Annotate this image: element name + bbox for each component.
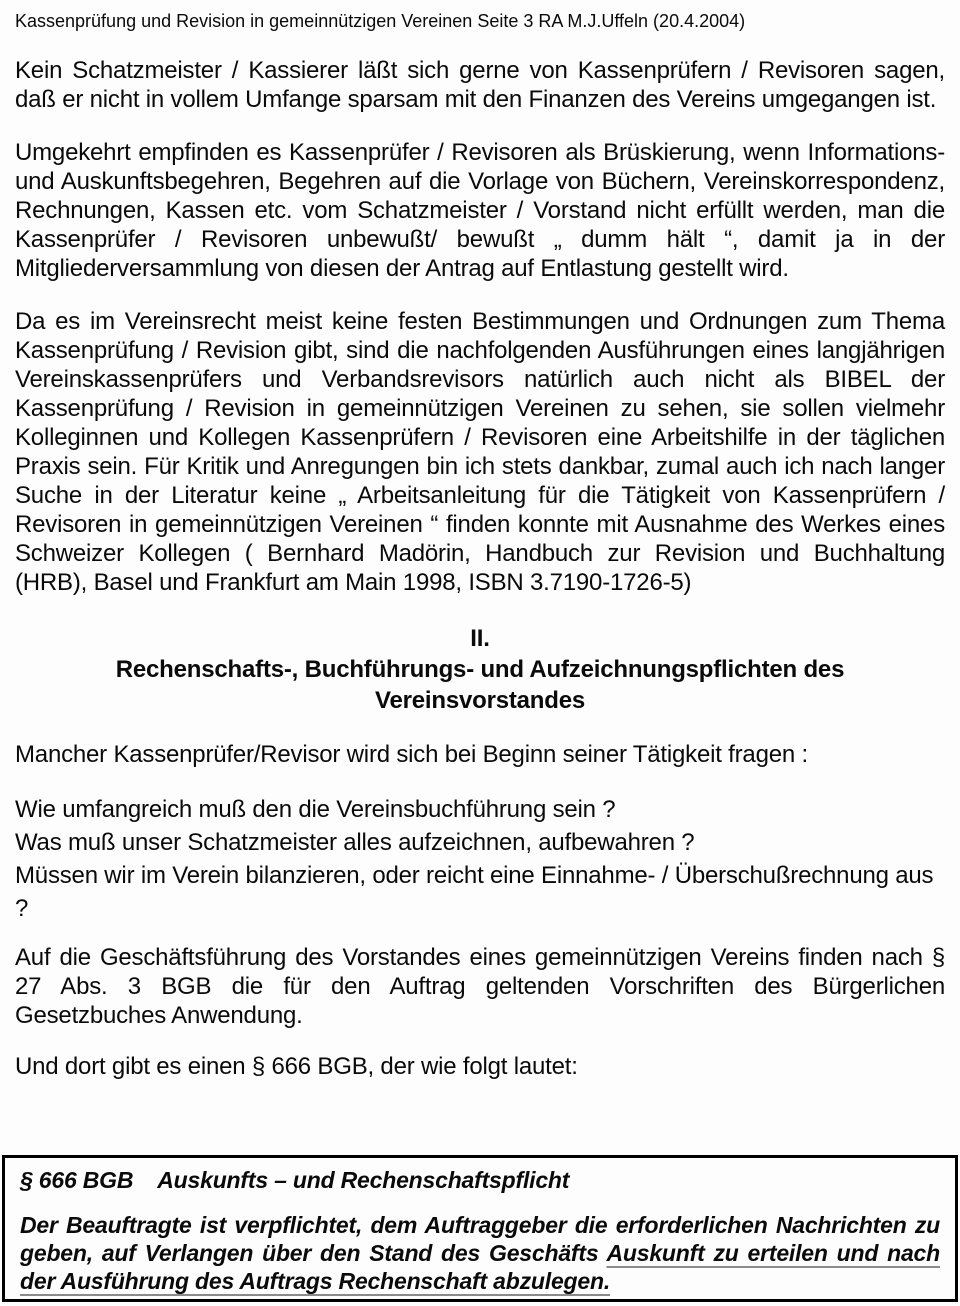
section-numeral: II. [470, 625, 490, 652]
section-heading [15, 623, 945, 716]
question-line-1: Wie umfangreich muß den die Vereinsbuchführung sein ? [15, 796, 616, 823]
bgb-lead-in: Und dort gibt es einen § 666 BGB, der wie folgt lautet: [15, 1053, 578, 1080]
law-title: Auskunfts – und Rechenschaftspflicht [157, 1167, 570, 1193]
law-body-start: Der Beauftragte ist verpflichtet, dem Auftraggeber die erforderlichen Nachrichten zu geben, auf Verlangen über den Stand des Geschäfts [20, 1212, 940, 1266]
intro-paragraph-1: Kein Schatzmeister / Kassierer läßt sich gerne von Kassenprüfern / Revisoren sagen, daß er nicht in vollem Umfange sparsam mit den Finanzen des Vereins umgegangen ist. [15, 57, 945, 113]
law-body [20, 1211, 940, 1295]
question-list [15, 793, 945, 925]
intro-paragraph-2: Umgekehrt empfinden es Kassenprüfer / Revisoren als Brüskierung, wenn Informations- und Auskunftsbegehren, Begehren auf die Vorlage von Büchern, Vereinskorrespondenz, Rechnungen, Kassen etc. vom Schatzmeister / Vorstand nicht erfüllt werden, man die Kassenprüfer / Revisoren unbewußt/ bewußt „ dumm hält “, damit ja in der Mitgliederversammlung von diesen der Antrag auf Entlastung gestellt wird. [15, 139, 945, 282]
page-header: Kassenprüfung und Revision in gemeinnützigen Vereinen Seite 3 RA M.J.Uffeln (20.4.2004) [15, 11, 746, 31]
question-line-2: Was muß unser Schatzmeister alles aufzeichnen, aufbewahren ? [15, 829, 695, 856]
bgb-paragraph: Auf die Geschäftsführung des Vorstandes eines gemeinnützigen Vereins finden nach § 27 Abs. 3 BGB die für den Auftrag geltenden Vorschriften des Bürgerlichen Gesetzbuches Anwendung. [15, 944, 945, 1029]
law-body-underlined-segment: Auskunft zu erteilen und nach der Ausführung des Auftrags Rechenschaft abzulegen. [20, 1240, 940, 1294]
section-title-line-1: Rechenschafts-, Buchführungs- und Aufzeichnungspflichten des [115, 656, 845, 683]
law-ref: § 666 BGB [20, 1167, 134, 1193]
question-line-3: Müssen wir im Verein bilanzieren, oder reicht eine Einnahme- / Überschußrechnung aus ? [15, 862, 934, 922]
law-box-heading [20, 1166, 940, 1195]
law-box [2, 1155, 958, 1302]
intro-paragraph-3: Da es im Vereinsrecht meist keine festen Bestimmungen und Ordnungen zum Thema Kassenprüfung / Revision gibt, sind die nachfolgenden Ausführungen eines langjährigen Vereinskassenprüfers und Verbandsrevisors natürlich auch nicht als BIBEL der Kassenprüfung / Revision in gemeinnützigen Vereinen zu sehen, sie sollen vielmehr Kolleginnen und Kollegen Kassenprüfern / Revisoren eine Arbeitshilfe in der täglichen Praxis sein. Für Kritik und Anregungen bin ich stets dankbar, zumal auch ich nach langer Suche in der Literatur keine „ Arbeitsanleitung für die Tätigkeit von Kassenprüfern / Revisoren in gemeinnützigen Vereinen “ finden konnte mit Ausnahme des Werkes eines Schweizer Kollegen ( Bernhard Madörin, Handbuch zur Revision und Buchhaltung (HRB), Basel und Frankfurt am Main 1998, ISBN 3.7190-1726-5) [15, 308, 945, 596]
section-title-line-2: Vereinsvorstandes [374, 687, 586, 714]
question-intro: Mancher Kassenprüfer/Revisor wird sich bei Beginn seiner Tätigkeit fragen : [15, 741, 808, 768]
